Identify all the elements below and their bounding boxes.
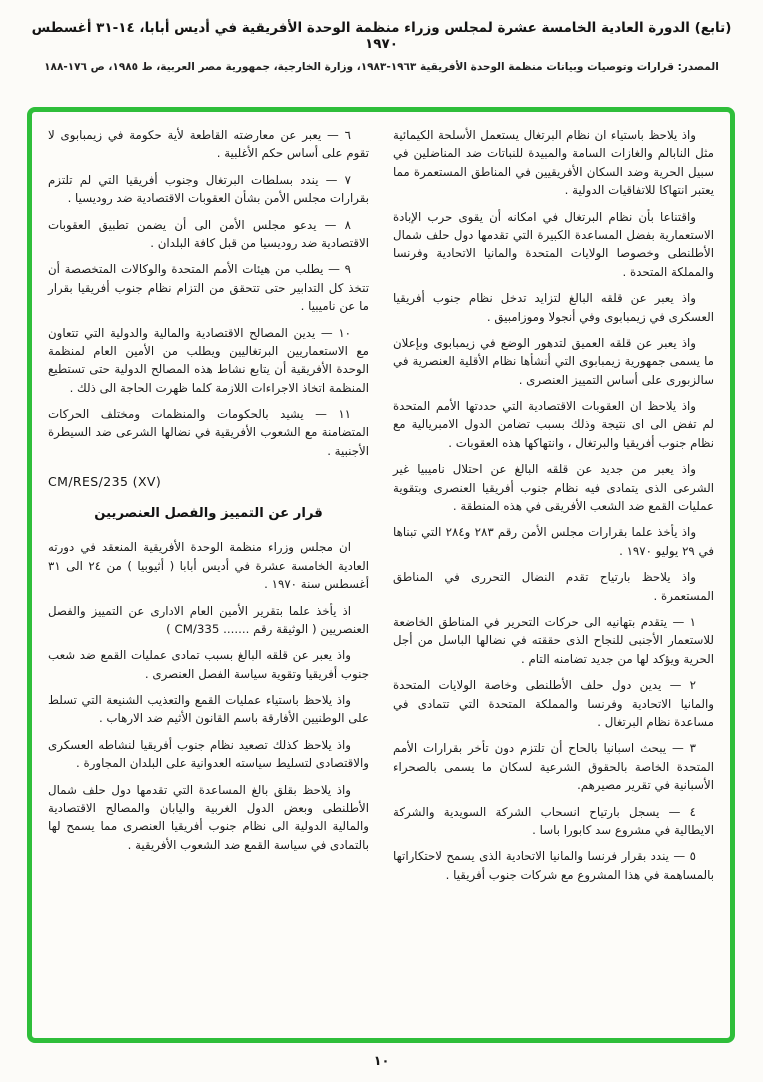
numbered-item: ١١ — يشيد بالحكومات والمنظمات ومختلف الحركات المتضامنة مع الشعوب الأفريقية في نضالها الشرعى ضد السيطرة الأجنبية .: [48, 407, 369, 458]
paragraph: واذ يعبر عن قلقه البالغ لتزايد تدخل نظام جنوب أفريقيا العسكرى في زيمبابوى وفي أنجولا وموزامبيق .: [393, 291, 714, 324]
paragraph: واذ يلاحظ ان العقوبات الاقتصادية التي حددتها الأمم المتحدة لم تفض الى اى نتيجة وذلك بسبب تضامن الدول الامبريالية مع نظام جنوب أفريقيا والبرتغال ، وانتهاكها هذه العقوبات .: [393, 399, 714, 450]
page-header: [0, 0, 763, 73]
paragraph: واذ يلاحظ باستياء عمليات القمع والتعذيب الشنيعة التي تسلط على الوطنيين الأفارقة باسم القانون الأثيم ضد الارهاب .: [48, 693, 369, 726]
numbered-item: ٣ — يبحث اسبانيا بالحاح أن تلتزم دون تأخر بقرارات الأمم المتحدة الخاصة بالحقوق الشرعية لسكان ما يسمى بالصحراء الأسبانية في تقرير مصيرهم.: [393, 741, 714, 793]
numbered-item: ٩ — يطلب من هيئات الأمم المتحدة والوكالات المتخصصة أن تتخذ كل التدابير حتى تتحقق من التزام نظام جنوب أفريقيا بقرار ما عن ناميبيا .: [48, 262, 369, 314]
page-number: ١٠: [373, 1054, 390, 1069]
paragraph: واذ يأخذ علما بقرارات مجلس الأمن رقم ٢٨٣ و٢٨٤ التي تبناها في ٢٩ يوليو ١٩٧٠ .: [393, 525, 714, 558]
column-left: [48, 126, 369, 1024]
numbered-item: ١ — يتقدم بتهانيه الى حركات التحرير في المناطق الخاضعة للاستعمار الأجنبى للنجاح الذى حققته في نضالها الباسل من أجل الحرية ويؤكد لها من جديد تضامنه التام .: [393, 614, 714, 666]
paragraph: اذ يأخذ علما بتقرير الأمين العام الادارى عن التمييز والفصل العنصريين ( الوثيقة رقم ....... CM/335 ): [48, 603, 369, 636]
column-right: [393, 126, 714, 1024]
numbered-item: ٢ — يدين دول حلف الأطلنطى وخاصة الولايات المتحدة والمانيا الاتحادية وفرنسا والمملكة المتحدة التي تتمادى في مساعدة نظام البرتغال .: [393, 678, 714, 729]
paragraph: واذ يلاحظ كذلك تصعيد نظام جنوب أفريقيا لنشاطه العسكرى والاقتصادى لتسليط سياسته العدوانية على البلدان المجاورة .: [48, 737, 369, 771]
numbered-item: ٤ — يسجل بارتياح انسحاب الشركة السويدية والشركة الايطالية في مشروع سد كابورا باسا .: [393, 804, 714, 837]
green-bordered-content-box: [27, 107, 735, 1043]
resolution-title: قرار عن التمييز والفصل العنصريين: [94, 505, 323, 521]
paragraph: واذ يلاحظ بارتياح تقدم النضال التحررى في المناطق المستعمرة .: [393, 570, 714, 603]
document-source-line: المصدر: قرارات وتوصيات وبيانات منظمة الوحدة الأفريقية ١٩٦٣-١٩٨٣، وزارة الخارجية، جمهورية مصر العربية، ط ١٩٨٥، ص ١٧٦-١٨٨: [44, 61, 719, 73]
numbered-item: ٦ — يعبر عن معارضته القاطعة لأية حكومة في زيمبابوى لا تقوم على أساس حكم الأغلبية .: [48, 128, 369, 161]
document-title: (تابع) الدورة العادية الخامسة عشرة لمجلس وزراء منظمة الوحدة الأفريقية في أديس أبابا، ١٤-٣١ أغسطس ١٩٧٠: [31, 20, 732, 52]
paragraph: واذ يعبر عن قلقه العميق لتدهور الوضع في زيمبابوى وبإعلان ما يسمى جمهورية زيمبابوى التي أنشأها نظام الأقلية العنصرية في سالزبورى على أساس التمييز العنصرى .: [393, 335, 714, 387]
paragraph: واذ يعبر من جديد عن قلقه البالغ عن احتلال ناميبيا غير الشرعى الذى يتمادى فيه نظام جنوب أفريقيا العنصرى وبتقوية عمليات القمع ضد الشعب الأفريقى في هذه المنطقة .: [393, 462, 714, 514]
numbered-item: ١٠ — يدين المصالح الاقتصادية والمالية والدولية التي تتعاون مع الاستعماريين البرتغاليين ويطلب من الأمين العام لمنظمة الوحدة الأفريقية أن يتابع نشاط هذه المصالح الدولية حتى تستطيع المنظمة اتخاذ الاجراءات اللازمة كلما ظهرت الحاجة الى ذلك .: [48, 325, 369, 395]
paragraph: ان مجلس وزراء منظمة الوحدة الأفريقية المنعقد في دورته العادية الخامسة عشرة في أديس أبابا ( أثيوبيا ) من ٢٤ الى ٣١ أغسطس سنة ١٩٧٠ .: [48, 540, 369, 592]
paragraph: واذ يلاحظ بقلق بالغ المساعدة التي تقدمها دول حلف شمال الأطلنطى وبعض الدول الغربية واليابان والمصالح الاقتصادية والمالية الدولية الى نظام جنوب أفريقيا العنصرى مما يسمح لها بالتمادى في سياسة القمع ضد الشعوب الأفريقية .: [48, 782, 369, 852]
numbered-item: ٥ — يندد بقرار فرنسا والمانيا الاتحادية الذى يسمح لاحتكاراتها بالمساهمة في هذا المشروع مع شركات جنوب أفريقيا .: [393, 849, 714, 882]
numbered-item: ٨ — يدعو مجلس الأمن الى أن يضمن تطبيق العقوبات الاقتصادية ضد روديسيا من قبل كافة البلدان .: [48, 217, 369, 250]
paragraph: واذ يعبر عن قلقه البالغ بسبب تمادى عمليات القمع ضد شعب جنوب أفريقيا وتقوية سياسة الفصل العنصرى .: [48, 648, 369, 681]
paragraph: واذ يلاحظ باستياء ان نظام البرتغال يستعمل الأسلحة الكيمائية مثل النابالم والغازات السامة والمبيدة للنباتات ضد المناضلين في سبيل الحرية وضد السكان الأفريقيين في المناطق المستعمرة مما يعتبر انتهاكا للاتفاقيات الدولية .: [393, 128, 714, 198]
numbered-item: ٧ — يندد بسلطات البرتغال وجنوب أفريقيا التي لم تلتزم بقرارات مجلس الأمن بشأن العقوبات الاقتصادية ضد روديسيا .: [48, 172, 369, 206]
page-footer: [0, 1050, 763, 1069]
resolution-code: CM/RES/235 (XV): [48, 474, 162, 490]
paragraph: واقتناعا بأن نظام البرتغال في امكانه أن يقوى حرب الإبادة الاستعمارية بفضل المساعدة الكبيرة التي تقدمها دول حلف شمال الأطلنطى وخصوصا الولايات المتحدة والمانيا الاتحادية وفرنسا والمملكة المتحدة .: [393, 209, 714, 279]
